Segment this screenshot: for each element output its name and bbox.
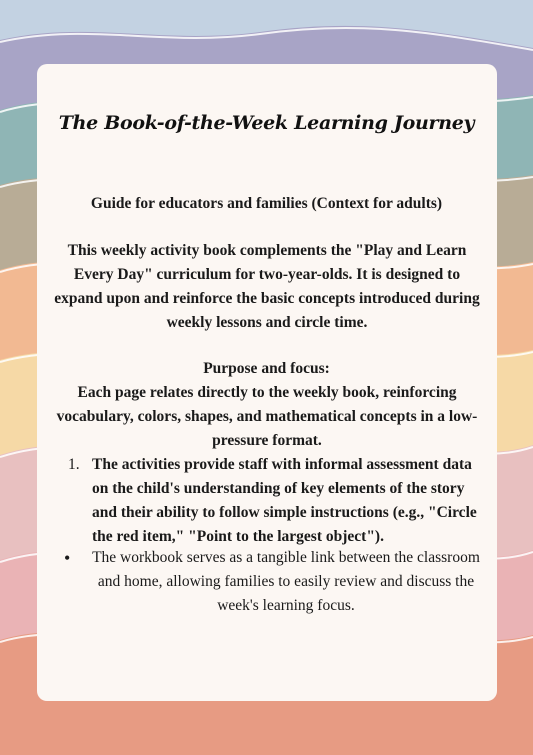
intro-paragraph: This weekly activity book complements the "Play and Learn Every Day" curriculum for two-year-olds. It is designed to expand upon and reinforce the basic concepts introduced during weekly lessons and circle time. [54, 242, 480, 331]
bullet-icon: • [64, 548, 71, 568]
purpose-heading: Purpose and focus: [203, 360, 330, 377]
list-item-text: The activities provide staff with informal assessment data on the child's understanding of key elements of the story and their ability to follow simple instructions (e.g., "Circle the red item," "Point to the largest object"). [92, 456, 477, 545]
list-number: 1. [68, 456, 80, 473]
list-item [68, 453, 484, 549]
list-item [64, 546, 484, 618]
list-item-text: The workbook serves as a tangible link between the classroom and home, allowing families to easily review and discuss the week's learning focus. [92, 549, 480, 614]
document-subtitle: Guide for educators and families (Context for adults) [90, 195, 443, 212]
document-title: The Book-of-the-Week Learning Journey [58, 112, 475, 134]
purpose-paragraph: Each page relates directly to the weekly book, reinforcing vocabulary, colors, shapes, and mathematical concepts in a low-pressure format. [56, 384, 478, 449]
